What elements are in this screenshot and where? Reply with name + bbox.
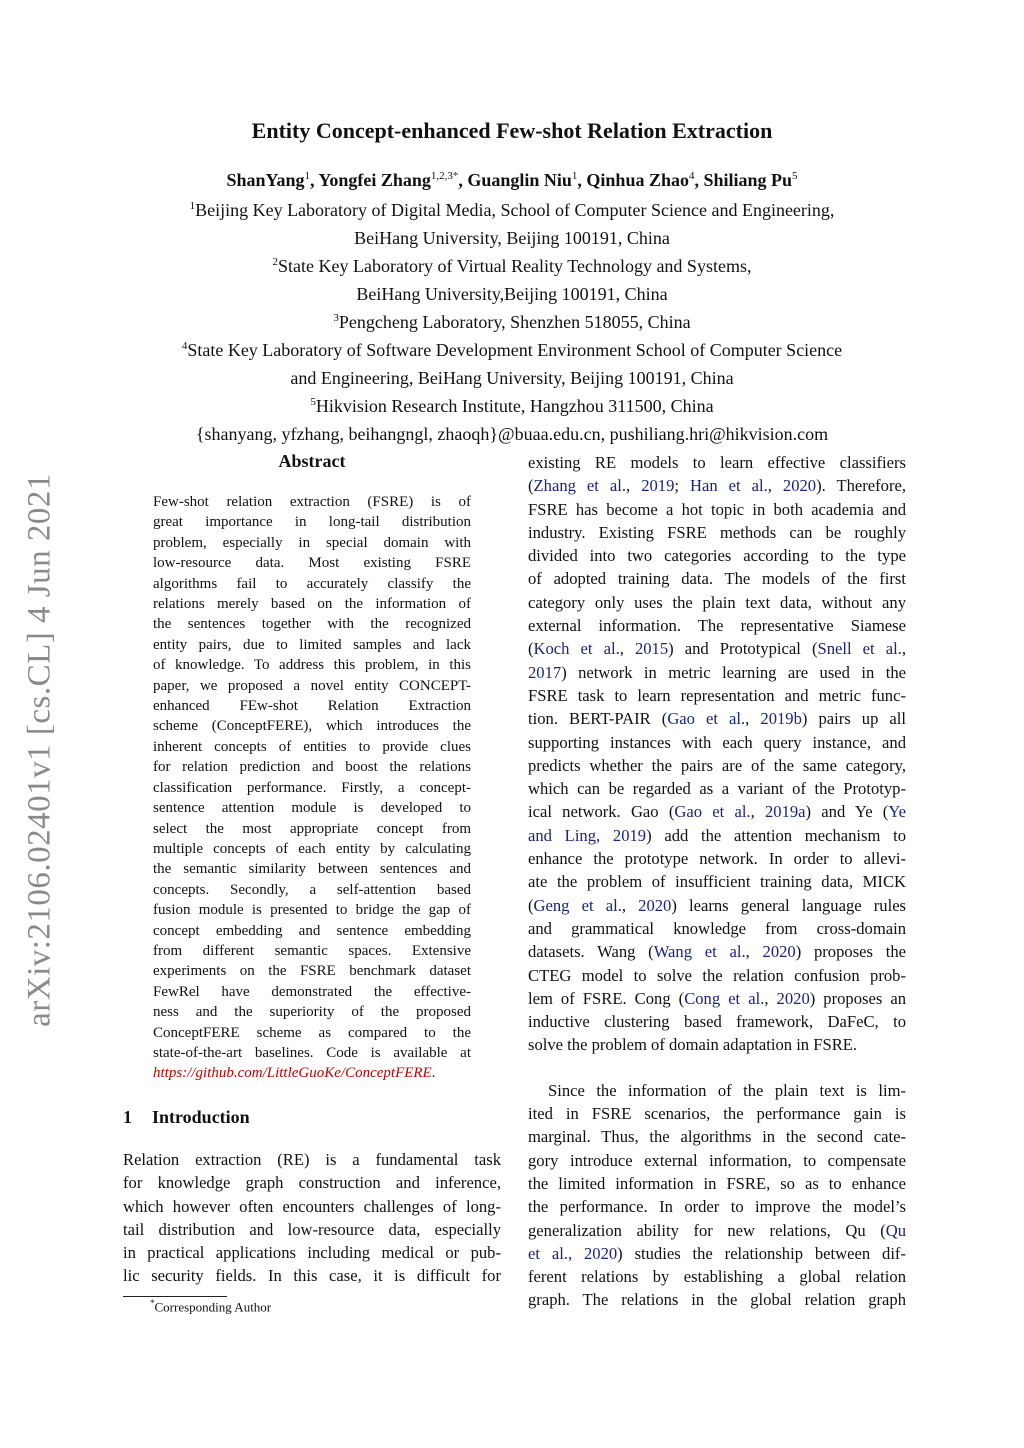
- body-line: FSRE task to learn representation and metric func-: [528, 685, 906, 705]
- abstract-line: ness and the superiority of the proposed: [153, 1004, 471, 1021]
- body-line: enhance the prototype network. In order to allevi-: [528, 849, 906, 869]
- body-line: predicts whether the pairs are of the same category,: [528, 755, 906, 775]
- body-line: the performance. In order to improve the model’s: [528, 1197, 906, 1217]
- abstract-line: concept embedding and sentence embedding: [153, 922, 471, 939]
- abstract-line: from different semantic spaces. Extensive: [153, 942, 471, 959]
- abstract-line: algorithms fail to accurately classify the: [153, 575, 471, 592]
- abstract-line: multiple concepts of each entity by calculating: [153, 840, 471, 857]
- abstract-heading: Abstract: [278, 451, 346, 471]
- citation-link[interactable]: Gao et al.: [667, 709, 746, 729]
- author-3: Guanglin Niu$^1$,: [467, 170, 587, 190]
- body-line: (Koch et al., 2015) and Prototypical (Snell et al.,: [528, 639, 906, 659]
- abstract-code-line: https://github.com/LittleGuoKe/ConceptFERE.: [153, 1065, 436, 1082]
- body-line: datasets. Wang (Wang et al., 2020) proposes the: [528, 942, 906, 962]
- affiliations: [0, 194, 1024, 446]
- citation-link[interactable]: 2015: [634, 639, 669, 659]
- citation-link[interactable]: Qu: [885, 1220, 906, 1240]
- abstract-line: state-of-the-art baselines. Code is available at: [153, 1044, 471, 1061]
- paper-title: Entity Concept-enhanced Few-shot Relation Extraction: [251, 118, 773, 143]
- affiliation-line: $^4$State Key Laboratory of Software Development Environment School of Computer Science: [181, 340, 843, 360]
- body-line: the limited information in FSRE, so as to enhance: [528, 1173, 906, 1193]
- abstract-line: fusion module is presented to bridge the gap of: [153, 902, 471, 919]
- abstract-line: concepts. Secondly, a self-attention based: [153, 881, 471, 898]
- abstract-line: relations merely based on the information of: [153, 596, 471, 613]
- intro-left-column: [123, 1148, 501, 1288]
- affiliation-line: $^3$Pengcheng Laboratory, Shenzhen 518055, China: [333, 312, 691, 332]
- body-line: for knowledge graph construction and inference,: [123, 1173, 501, 1193]
- citation-link[interactable]: 2019: [612, 825, 647, 845]
- citation-link[interactable]: 2020: [776, 988, 810, 1008]
- citation-link[interactable]: 2020: [638, 895, 672, 915]
- affiliation-line: BeiHang University,Beijing 100191, China: [356, 284, 668, 304]
- citation-link[interactable]: Cong et al.: [684, 988, 765, 1008]
- author-1: ShanYang$^1$,: [226, 170, 319, 190]
- body-line: lem of FSRE. Cong (Cong et al., 2020) proposes an: [528, 988, 907, 1008]
- citation-link[interactable]: Wang et al.: [653, 942, 746, 962]
- abstract-line: scheme (ConceptFERE), which introduces the: [153, 718, 471, 735]
- abstract-line: classification performance. Firstly, a concept-: [153, 779, 471, 796]
- body-line: in practical applications including medical or pub-: [123, 1243, 501, 1263]
- author-2: Yongfei Zhang$^{1,2,3*}$,: [318, 170, 468, 190]
- body-line: tion. BERT-PAIR (Gao et al., 2019b) pairs up all: [528, 709, 907, 729]
- abstract-line: select the most appropriate concept from: [153, 820, 471, 837]
- body-line: generalization ability for new relations, Qu (Qu: [528, 1220, 906, 1240]
- abstract-line: experiments on the FSRE benchmark dataset: [153, 963, 471, 980]
- abstract-line: of knowledge. To address this problem, in this: [153, 657, 471, 674]
- citation-link[interactable]: Snell et al.: [817, 639, 902, 659]
- citation-link[interactable]: Ye: [888, 802, 907, 822]
- citation-link[interactable]: Geng et al.: [533, 895, 622, 915]
- body-line: FSRE has become a hot topic in both academia and: [528, 499, 906, 519]
- abstract-line: sentence attention module is developed to: [153, 800, 471, 817]
- body-line: tail distribution and low-resource data, especially: [123, 1219, 501, 1239]
- body-line: Since the information of the plain text is lim-: [548, 1080, 906, 1100]
- body-line: which can be regarded as a variant of the Prototyp-: [528, 779, 906, 799]
- citation-link[interactable]: 2020: [762, 942, 796, 962]
- abstract-line: inherent concepts of entities to provide clues: [153, 738, 471, 755]
- author-4: Qinhua Zhao$^4$,: [586, 170, 704, 190]
- affiliation-line: $^1$Beijing Key Laboratory of Digital Media, School of Computer Science and Engineering,: [189, 200, 835, 220]
- body-line: supporting instances with each query instance, and: [528, 732, 906, 752]
- citation-link[interactable]: Gao et al.: [674, 802, 751, 822]
- body-line: ical network. Gao (Gao et al., 2019a) and Ye (Ye: [528, 802, 907, 822]
- affiliation-line: $^2$State Key Laboratory of Virtual Reality Technology and Systems,: [272, 256, 752, 276]
- abstract-body: [153, 492, 471, 1084]
- body-line: 2017) network in metric learning are used in the: [528, 662, 906, 682]
- body-line: gory introduce external information, to compensate: [528, 1150, 906, 1170]
- citation-link[interactable]: 2019a: [764, 802, 806, 822]
- citation-link[interactable]: Zhang et al.: [533, 476, 627, 496]
- body-line: of adopted training data. The models of the first: [528, 569, 906, 589]
- author-5: Shiliang Pu$^5$: [703, 170, 798, 190]
- section-heading-introduction: 1 Introduction: [123, 1107, 250, 1127]
- body-line: ited in FSRE scenarios, the performance gain is: [528, 1104, 906, 1124]
- citation-link[interactable]: 2020: [583, 1243, 618, 1263]
- body-line: graph. The relations in the global relation graph: [528, 1290, 906, 1310]
- citation-link[interactable]: 2020: [782, 476, 817, 496]
- body-line: Relation extraction (RE) is a fundamental task: [123, 1150, 501, 1169]
- author-list: [0, 170, 1024, 191]
- body-line: ferent relations by establishing a global relation: [528, 1267, 906, 1287]
- right-column: [528, 451, 906, 1312]
- abstract-line: the semantic similarity between sentences and: [153, 861, 471, 878]
- body-line: external information. The representative Siamese: [528, 616, 906, 636]
- citation-link[interactable]: Koch et al.: [533, 639, 620, 659]
- body-line: lic security fields. In this case, it is difficult for: [123, 1266, 501, 1286]
- body-line: inductive clustering based framework, DaFeC, to: [528, 1012, 906, 1032]
- body-line: which however often encounters challenges of long-: [123, 1196, 501, 1216]
- affiliation-line: BeiHang University, Beijing 100191, China: [354, 228, 670, 248]
- citation-link[interactable]: et al.: [528, 1243, 568, 1263]
- body-line: existing RE models to learn effective classifiers: [528, 453, 906, 472]
- body-line: (Zhang et al., 2019; Han et al., 2020). Therefore,: [528, 476, 907, 496]
- body-line: and grammatical knowledge from cross-domain: [528, 918, 906, 938]
- abstract-line: FewRel have demonstrated the effective-: [153, 983, 471, 1000]
- citation-link[interactable]: 2019b: [760, 709, 802, 729]
- body-line: et al., 2020) studies the relationship between dif-: [528, 1243, 906, 1263]
- abstract-line: Few-shot relation extraction (FSRE) is of: [153, 494, 471, 510]
- citation-link[interactable]: 2017: [528, 662, 562, 682]
- abstract-line: problem, especially in special domain with: [153, 534, 471, 551]
- code-link[interactable]: https://github.com/LittleGuoKe/ConceptFERE: [153, 1065, 432, 1082]
- abstract-line: great importance in long-tail distribution: [153, 514, 471, 531]
- affiliation-line: and Engineering, BeiHang University, Beijing 100191, China: [290, 368, 734, 388]
- abstract-line: ConceptFERE scheme as compared to the: [153, 1024, 471, 1041]
- body-line: category only uses the plain text data, without any: [528, 592, 906, 612]
- abstract-line: entity pairs, due to limited samples and lack: [153, 636, 471, 653]
- body-line: ate the problem of insufficient training data, MICK: [528, 872, 906, 892]
- body-line: marginal. Thus, the algorithms in the second cate-: [528, 1127, 906, 1147]
- body-line: CTEG model to solve the relation confusion prob-: [528, 965, 906, 985]
- abstract-line: the sentences together with the recognized: [153, 616, 471, 633]
- email-line: {shanyang, yfzhang, beihangngl, zhaoqh}@buaa.edu.cn, pushiliang.hri@hikvision.com: [195, 424, 829, 444]
- footnote-rule: [123, 1296, 227, 1297]
- citation-link[interactable]: and Ling: [528, 825, 597, 845]
- affiliation-line: $^5$Hikvision Research Institute, Hangzhou 311500, China: [310, 396, 714, 416]
- body-line: industry. Existing FSRE methods can be roughly: [528, 522, 906, 542]
- abstract-line: paper, we proposed a novel entity CONCEPT-: [153, 677, 471, 694]
- citation-link[interactable]: Han et al.: [690, 476, 768, 496]
- abstract-line: for relation prediction and boost the relations: [153, 759, 471, 776]
- abstract-line: enhanced FEw-shot Relation Extraction: [153, 698, 471, 715]
- body-line: solve the problem of domain adaptation in FSRE.: [528, 1035, 858, 1055]
- citation-link[interactable]: 2019: [641, 476, 675, 496]
- footnote: *Corresponding Author: [150, 1298, 272, 1315]
- body-line: and Ling, 2019) add the attention mechanism to: [528, 825, 907, 845]
- body-line: (Geng et al., 2020) learns general language rules: [528, 895, 907, 915]
- body-line: divided into two categories according to the type: [528, 546, 906, 566]
- arxiv-identifier: arXiv:2106.02401v1 [cs.CL] 4 Jun 2021: [21, 473, 58, 1027]
- abstract-line: low-resource data. Most existing FSRE: [153, 555, 471, 572]
